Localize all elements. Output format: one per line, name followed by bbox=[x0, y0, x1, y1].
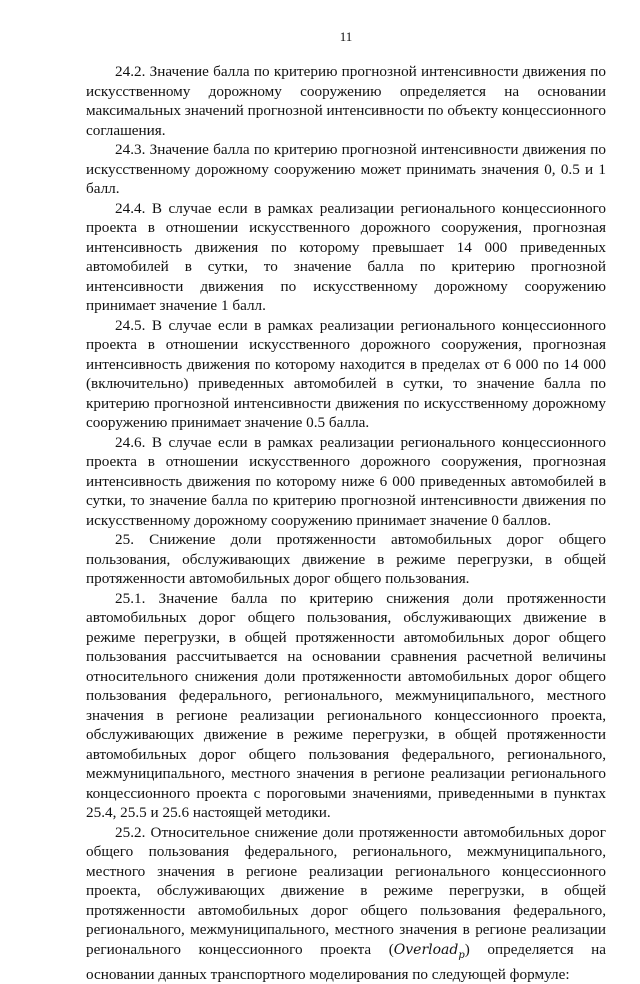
paragraph-24-4: 24.4. В случае если в рамках реализации регионального концессионного проекта в отношении искусственного дорожного сооружения, прогнозная интенсивность движения по которому превышает 14 000 приведенных автомобилей в сутки, то значение балла по критерию прогнозной интенсивности движения по искусственному дорожному сооружению принимает значение 1 балл. bbox=[86, 199, 606, 316]
page-number: 11 bbox=[86, 29, 606, 45]
document-body bbox=[86, 62, 606, 984]
paragraph-25-2 bbox=[86, 823, 606, 984]
paragraph-24-5: 24.5. В случае если в рамках реализации регионального концессионного проекта в отношении искусственного дорожного сооружения, прогнозная интенсивность движения по которому находится в пределах от 6 000 по 14 000 (включительно) приведенных автомобилей в сутки, то значение балла по критерию прогнозной интенсивности движения по искусственному дорожному сооружению принимает значение 0.5 балла. bbox=[86, 316, 606, 433]
paragraph-25-1: 25.1. Значение балла по критерию снижения доли протяженности автомобильных дорог общего пользования, обслуживающих движение в режиме перегрузки, в общей протяженности автомобильных дорог общего пользования рассчитывается на основании сравнения расчетной величины относительного снижения доли протяженности автомобильных дорог общего пользования федерального, регионального, межмуниципального, местного значения в регионе реализации регионального концессионного проекта, обслуживающих движение в режиме перегрузки, в общей протяженности автомобильных дорог общего пользования федерального, регионального, межмуниципального, местного значения в регионе реализации регионального концессионного проекта с пороговыми значениями, приведенными в пунктах 25.4, 25.5 и 25.6 настоящей методики. bbox=[86, 589, 606, 823]
paragraph-24-3: 24.3. Значение балла по критерию прогнозной интенсивности движения по искусственному дорожному сооружению может принимать значения 0, 0.5 и 1 балл. bbox=[86, 140, 606, 199]
overload-symbol-subscript: p bbox=[458, 949, 464, 960]
overload-symbol-base: Overload bbox=[394, 942, 459, 958]
paragraph-25: 25. Снижение доли протяженности автомобильных дорог общего пользования, обслуживающих движение в режиме перегрузки, в общей протяженности автомобильных дорог общего пользования. bbox=[86, 530, 606, 589]
paragraph-25-2-text-end: ) определяется на основании данных транспортного моделирования по следующей формуле: bbox=[86, 941, 606, 983]
paragraph-25-2-text-start: 25.2. Относительное снижение доли протяженности автомобильных дорог общего пользования федерального, регионального, межмуниципального, местного значения в регионе реализации регионального концессионного проекта, обслуживающих движение в режиме перегрузки, в общей протяженности автомобильных дорог общего пользования федерального, регионального, межмуниципального, местного значения в регионе реализации регионального концессионного проекта ( bbox=[86, 824, 606, 958]
paragraph-24-6: 24.6. В случае если в рамках реализации регионального концессионного проекта в отношении искусственного дорожного сооружения, прогнозная интенсивность движения по которому ниже 6 000 приведенных автомобилей в сутки, то значение балла по критерию прогнозной интенсивности движения по искусственному дорожному сооружению принимает значение 0 баллов. bbox=[86, 433, 606, 531]
paragraph-24-2: 24.2. Значение балла по критерию прогнозной интенсивности движения по искусственному дорожному сооружению определяется на основании максимальных значений прогнозной интенсивности по объекту концессионного соглашения. bbox=[86, 62, 606, 140]
overload-formula-symbol bbox=[394, 942, 465, 958]
